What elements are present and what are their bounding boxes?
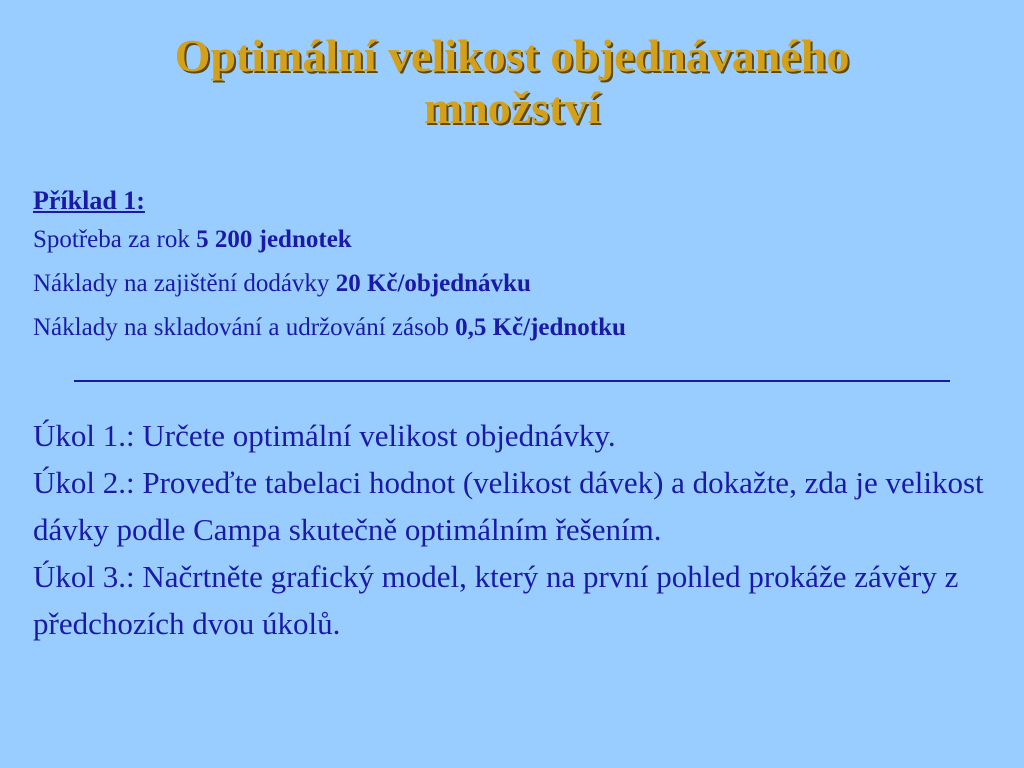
task-1: Úkol 1.: Určete optimální velikost objednávky. <box>33 418 616 453</box>
param-value: 20 Kč/objednávku <box>335 270 531 297</box>
example-block <box>33 184 993 350</box>
param-value: 0,5 Kč/jednotku <box>455 314 626 341</box>
param-holding-cost <box>33 306 993 350</box>
param-ordering-cost <box>33 262 993 306</box>
param-label: Spotřeba za rok <box>33 226 197 253</box>
param-label: Náklady na skladování a udržování zásob <box>33 314 456 341</box>
task-3: Úkol 3.: Načrtněte grafický model, který na první pohled prokáže závěry z předchozích dvou úkolů. <box>33 559 959 641</box>
param-annual-consumption <box>33 218 993 262</box>
task-list <box>33 412 993 647</box>
example-heading: Příklad 1: <box>33 186 145 215</box>
slide-title <box>0 30 1024 134</box>
param-label: Náklady na zajištění dodávky <box>33 270 336 297</box>
slide-title-line-1: Optimální velikost objednávaného <box>174 30 850 81</box>
slide-title-line-2: množství <box>423 82 601 133</box>
task-2: Úkol 2.: Proveďte tabelaci hodnot (velikost dávek) a dokažte, zda je velikost dávky podle Campa skutečně optimálním řešením. <box>33 465 984 547</box>
divider-line <box>74 380 950 382</box>
param-value: 5 200 jednotek <box>196 226 352 253</box>
